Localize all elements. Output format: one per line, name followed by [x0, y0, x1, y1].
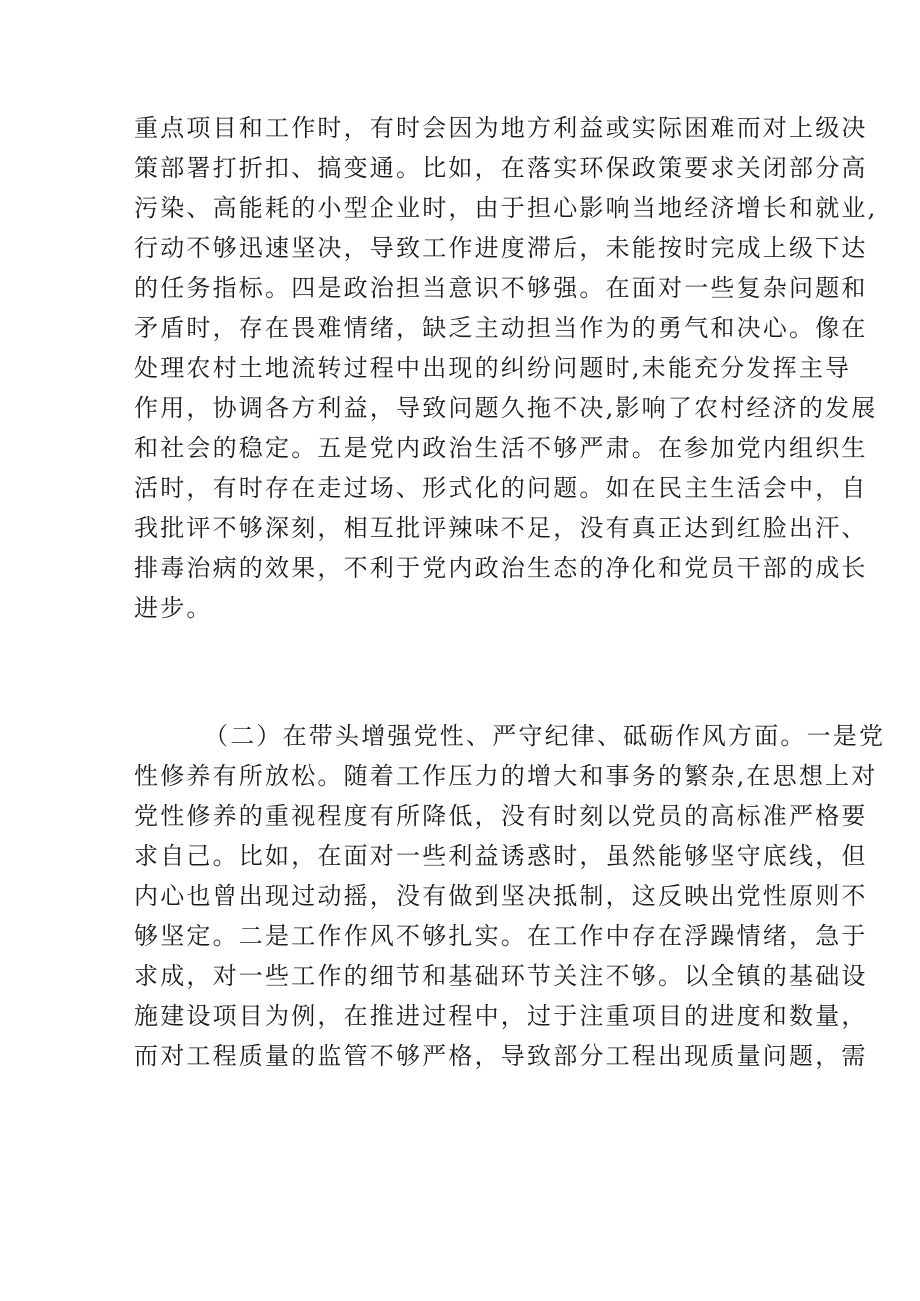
- paragraph-line: 排毒治病的效果，不利于党内政治生态的净化和党员干部的成长: [134, 554, 868, 582]
- paragraph-line: 够坚定。二是工作作风不够扎实。在工作中存在浮躁情绪，急于: [134, 922, 868, 950]
- paragraph-1: [134, 108, 878, 628]
- paragraph-line: 行动不够迅速坚决，导致工作进度滞后，未能按时完成上级下达: [134, 234, 868, 262]
- paragraph-line: 我批评不够深刻，相互批评辣味不足，没有真正达到红脸出汗、: [134, 514, 868, 542]
- paragraph-line: 的任务指标。四是政治担当意识不够强。在面对一些复杂问题和: [134, 274, 868, 302]
- paragraph-line: 进步。: [134, 594, 213, 622]
- paragraph-line: 性修养有所放松。随着工作压力的增大和事务的繁杂,在思想上对: [134, 762, 878, 790]
- paragraph-line: 重点项目和工作时，有时会因为地方利益或实际困难而对上级决: [134, 114, 868, 142]
- paragraph-line: 求自己。比如，在面对一些利益诱惑时，虽然能够坚守底线，但: [134, 842, 868, 870]
- paragraph-line: 而对工程质量的监管不够严格，导致部分工程出现质量问题，需: [134, 1042, 868, 1070]
- paragraph-line: 和社会的稳定。五是党内政治生活不够严肃。在参加党内组织生: [134, 434, 868, 462]
- paragraph-line: 策部署打折扣、搞变通。比如，在落实环保政策要求关闭部分高: [134, 154, 868, 182]
- paragraph-line: 内心也曾出现过动摇，没有做到坚决抵制，这反映出党性原则不: [134, 882, 868, 910]
- paragraph-line: 活时，有时存在走过场、形式化的问题。如在民主生活会中，自: [134, 474, 868, 502]
- paragraph-line: 矛盾时，存在畏难情绪，缺乏主动担当作为的勇气和决心。像在: [134, 314, 868, 342]
- paragraph-line: 求成，对一些工作的细节和基础环节关注不够。以全镇的基础设: [134, 962, 868, 990]
- paragraph-line: 党性修养的重视程度有所降低，没有时刻以党员的高标准严格要: [134, 802, 868, 830]
- paragraph-line: 污染、高能耗的小型企业时，由于担心影响当地经济增长和就业,: [134, 194, 878, 222]
- paragraph-line: 处理农村土地流转过程中出现的纠纷问题时,未能充分发挥主导: [134, 354, 852, 382]
- paragraph-2: [134, 716, 886, 1076]
- paragraph-line: 作用，协调各方利益，导致问题久拖不决,影响了农村经济的发展: [134, 394, 878, 422]
- paragraph-line: （二）在带头增强党性、严守纪律、砥砺作风方面。一是党: [204, 722, 886, 750]
- paragraph-line: 施建设项目为例，在推进过程中，过于注重项目的进度和数量，: [134, 1002, 868, 1030]
